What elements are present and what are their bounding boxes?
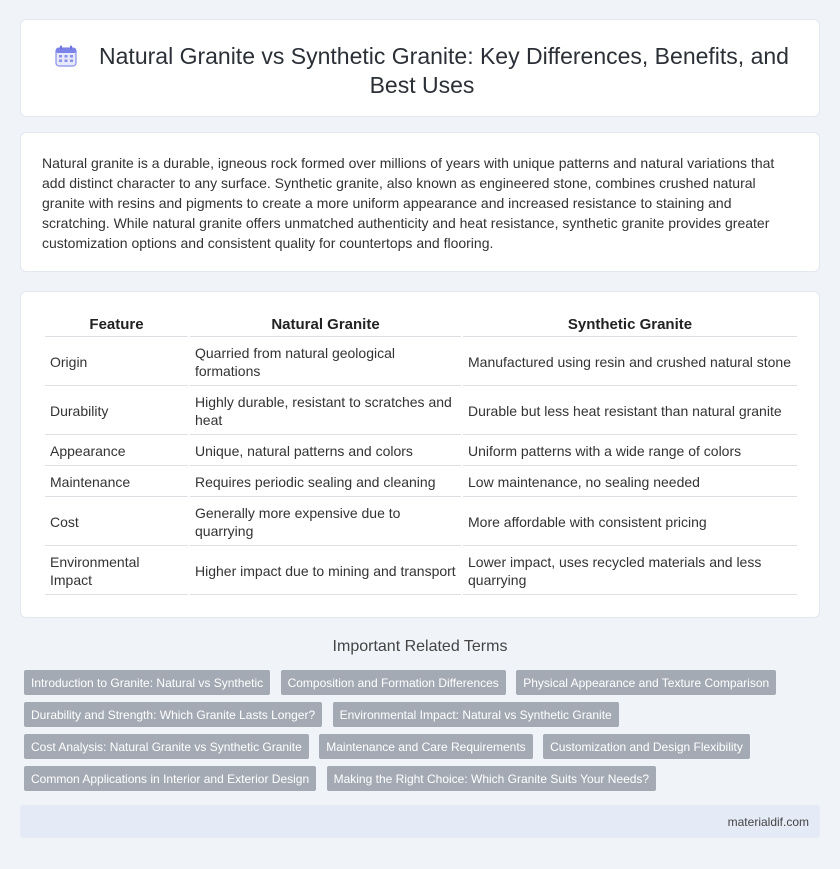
cell-natural: Generally more expensive due to quarrying [190,497,461,546]
related-terms-list [24,670,814,798]
comparison-table [43,312,799,595]
header-card [20,19,820,117]
cell-synthetic: Low maintenance, no sealing needed [463,466,797,497]
cell-feature: Maintenance [45,466,188,497]
related-term-tag[interactable]: Common Applications in Interior and Exterior Design [24,766,316,791]
cell-synthetic: Uniform patterns with a wide range of colors [463,435,797,466]
cell-natural: Unique, natural patterns and colors [190,435,461,466]
table-row [45,386,797,435]
intro-paragraph: Natural granite is a durable, igneous rock formed over millions of years with unique patterns and natural variations that add distinct character to any surface. Synthetic granite, also known as engineered stone, combines crushed natural granite with resins and pigments to create a more uniform appearance and increased resistance to staining and scratching. While natural granite offers unmatched authenticity and heat resistance, synthetic granite provides greater customization options and consistent quality for countertops and flooring. [42,155,775,251]
related-term-tag[interactable]: Making the Right Choice: Which Granite Suits Your Needs? [327,766,657,791]
table-row [45,337,797,386]
related-term-tag[interactable]: Environmental Impact: Natural vs Synthetic Granite [333,702,619,727]
cell-natural: Quarried from natural geological formations [190,337,461,386]
related-term-tag[interactable]: Physical Appearance and Texture Comparison [516,670,776,695]
page-title: Natural Granite vs Synthetic Granite: Key Differences, Benefits, and Best Uses [99,43,789,98]
table-row [45,546,797,595]
page-title-wrap [45,42,799,100]
cell-feature: Cost [45,497,188,546]
table-row [45,466,797,497]
related-term-tag[interactable]: Cost Analysis: Natural Granite vs Synthetic Granite [24,734,309,759]
cell-feature: Appearance [45,435,188,466]
related-term-tag[interactable]: Introduction to Granite: Natural vs Synthetic [24,670,270,695]
cell-feature: Durability [45,386,188,435]
footer-site-link[interactable]: materialdif.com [727,815,809,829]
related-terms-heading: Important Related Terms [332,638,508,655]
table-row [45,497,797,546]
header-feature: Feature [45,312,188,337]
comparison-card [20,291,820,618]
header-synthetic-granite: Synthetic Granite [463,312,797,337]
related-term-tag[interactable]: Customization and Design Flexibility [543,734,750,759]
cell-feature: Origin [45,337,188,386]
cell-synthetic: More affordable with consistent pricing [463,497,797,546]
cell-natural: Highly durable, resistant to scratches and heat [190,386,461,435]
cell-synthetic: Durable but less heat resistant than natural granite [463,386,797,435]
calendar-icon [55,45,77,67]
cell-synthetic: Lower impact, uses recycled materials and less quarrying [463,546,797,595]
cell-natural: Requires periodic sealing and cleaning [190,466,461,497]
header-natural-granite: Natural Granite [190,312,461,337]
related-term-tag[interactable]: Maintenance and Care Requirements [319,734,532,759]
table-row [45,435,797,466]
cell-synthetic: Manufactured using resin and crushed natural stone [463,337,797,386]
footer-bar [20,805,820,838]
related-term-tag[interactable]: Durability and Strength: Which Granite Lasts Longer? [24,702,322,727]
related-term-tag[interactable]: Composition and Formation Differences [281,670,506,695]
cell-feature: Environmental Impact [45,546,188,595]
cell-natural: Higher impact due to mining and transport [190,546,461,595]
intro-card [20,132,820,272]
